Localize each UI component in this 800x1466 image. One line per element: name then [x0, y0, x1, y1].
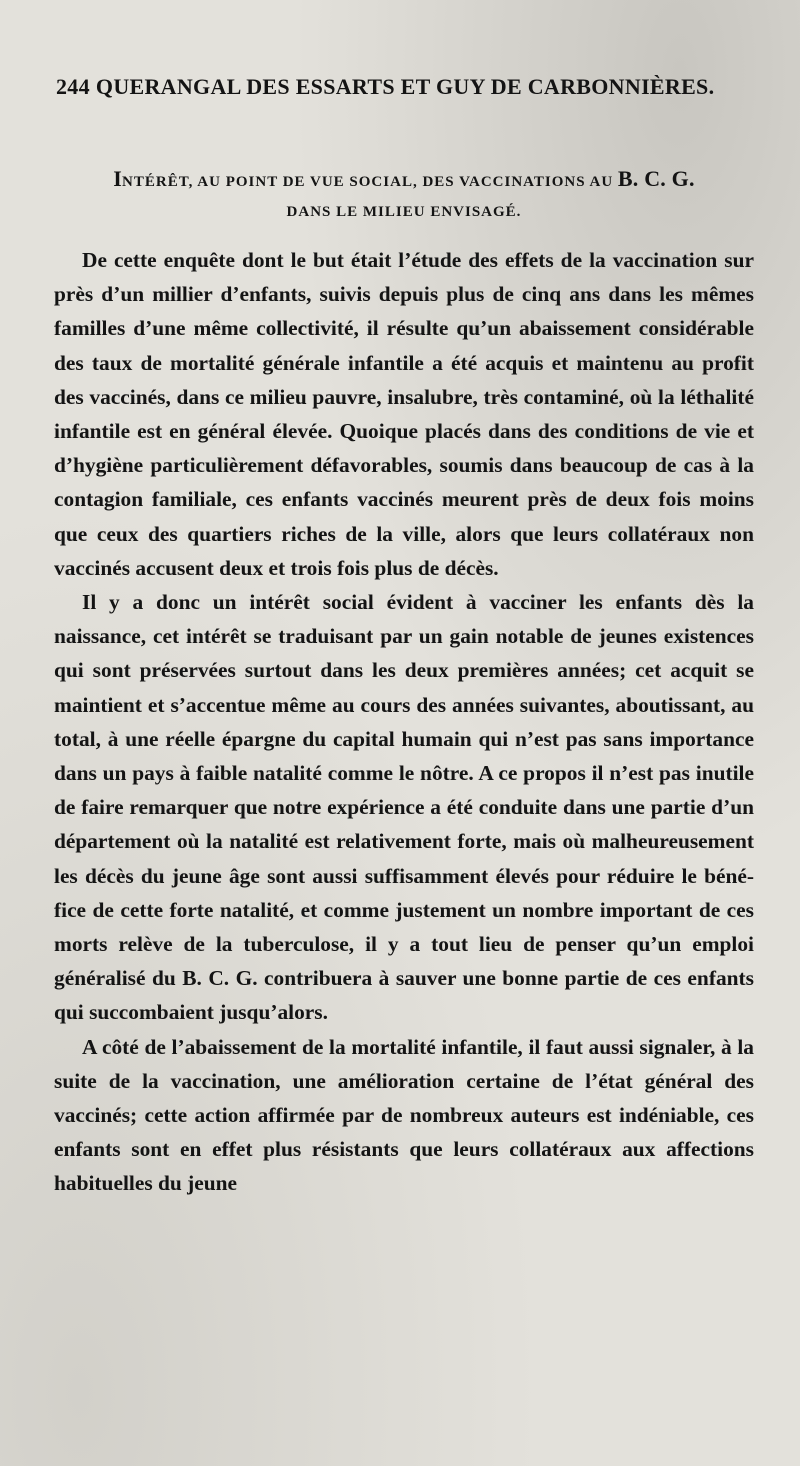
paragraph-1: De cette enquête dont le but était l’étude des effets de la vaccination sur près d’un millier d’enfants, suivis depuis plus de cinq ans dans les mêmes familles d’une même collectivité, il résulte qu’un abaissement considérable des taux de mortalité générale infantile a été acquis et maintenu au profit des vaccinés, dans ce milieu pauvre, insalubre, très contaminé, où la léthalité infantile est en général élevée. Quoique placés dans des conditions de vie et d’hygiène particulièrement défavorables, soumis dans beaucoup de cas à la contagion familiale, ces enfants vaccinés meurent près de deux fois moins que ceux des quartiers riches de la ville, alors que leurs collatéraux non vaccinés accusent deux et trois fois plus de décès.	[54, 248, 754, 580]
section-title-line2: DANS LE MILIEU ENVISAGÉ.	[286, 204, 522, 220]
body-text	[54, 243, 754, 1201]
running-title: QUERANGAL DES ESSARTS ET GUY DE CARBONNIÈRES.	[95, 74, 715, 99]
section-title	[54, 164, 754, 227]
section-title-line1: INTÉRÊT, AU POINT DE VUE SOCIAL, DES VACCINATIONS AU B. C. G.	[113, 166, 695, 191]
page-number: 244	[56, 74, 90, 99]
paragraph-2: Il y a donc un intérêt social évident à vacciner les enfants dès la naissance, cet intérêt se traduisant par un gain notable de jeunes existences qui sont préservées surtout dans les deux premières années; cet acquit se maintient et s’accentue même au cours des années suivantes, aboutissant, au total, à une réelle épargne du capital humain qui n’est pas sans importance dans un pays à faible natalité comme le nôtre. A ce propos il n’est pas inutile de faire remarquer que notre expérience a été conduite dans une partie d’un département où la natalité est relativement forte, mais où malheureusement les décès du jeune âge sont aussi suffisamment élevés pour réduire le bénéfice de cette forte natalité, et comme justement un nombre important de ces morts relève de la tuberculose, il y a tout lieu de penser qu’un emploi généralisé du B. C. G. contribuera à sauver une bonne partie de ces enfants qui succombaient jusqu’alors.	[54, 590, 754, 1025]
paragraph-3: A côté de l’abaissement de la mortalité infantile, il faut aussi signaler, à la suite de la vaccination, une amélioration certaine de l’état général des vaccinés; cette action affirmée par de nombreux auteurs est indéniable, ces enfants sont en effet plus résistants que leurs collatéraux aux affections habituelles du jeune	[54, 1034, 754, 1196]
running-head	[56, 74, 754, 100]
